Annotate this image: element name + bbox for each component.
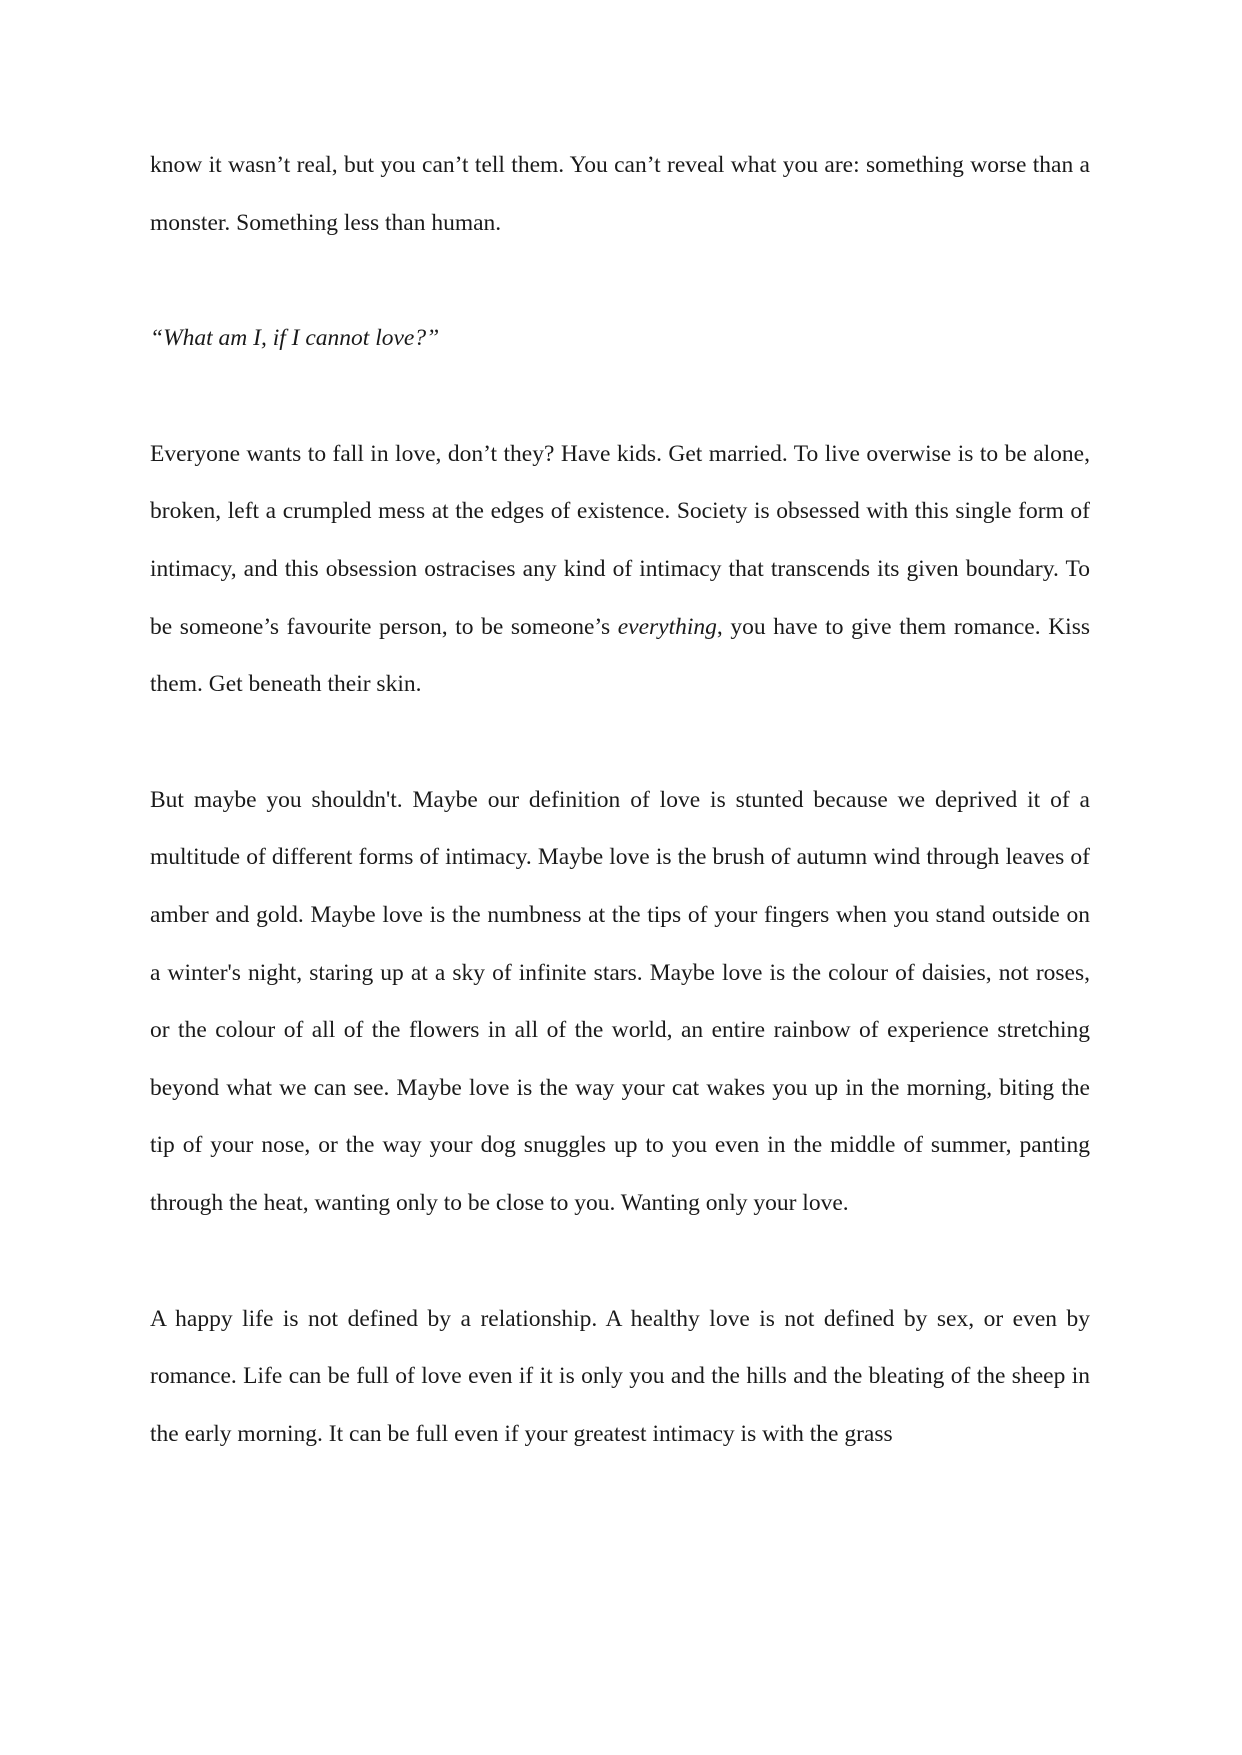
paragraph-3 [150,426,1090,714]
paragraph-1: know it wasn’t real, but you can’t tell them. You can’t reveal what you are: something worse than a monster. Something less than human. [150,152,1090,236]
paragraph-3-text-a: Everyone wants to fall in love, don’t they? Have kids. Get married. To live overwise is to be alone, broken, left a crumpled mess at the edges of existence. Society is obsessed with this single form of intimacy, and this obsession ostracises any kind of intimacy that transcends its given boundary. To be someone’s favourite person, to be someone’s [150,440,1090,640]
italic-quote: “What am I, if I cannot love?” [150,325,440,352]
paragraph-3-text-b: , you have to give them romance. Kiss them. Get beneath their skin. [150,613,1090,698]
paragraph-4: But maybe you shouldn't. Maybe our definition of love is stunted because we deprived it of a multitude of different forms of intimacy. Maybe love is the brush of autumn wind through leaves of amber and gold. Maybe love is the numbness at the tips of your fingers when you stand outside on a winter's night, staring up at a sky of infinite stars. Maybe love is the colour of daisies, not roses, or the colour of all of the flowers in all of the world, an entire rainbow of experience stretching beyond what we can see. Maybe love is the way your cat wakes you up in the morning, biting the tip of your nose, or the way your dog snuggles up to you even in the middle of summer, panting through the heat, wanting only to be close to you. Wanting only your love. [150,786,1090,1216]
paragraph-3-emphasis: everything [617,613,717,640]
paragraph-5: A happy life is not defined by a relationship. A healthy love is not defined by sex, or even by romance. Life can be full of love even if it is only you and the hills and the bleating of the sheep in the early morning. It can be full even if your greatest intimacy is with the grass [150,1305,1090,1447]
body-text [150,137,1090,1463]
